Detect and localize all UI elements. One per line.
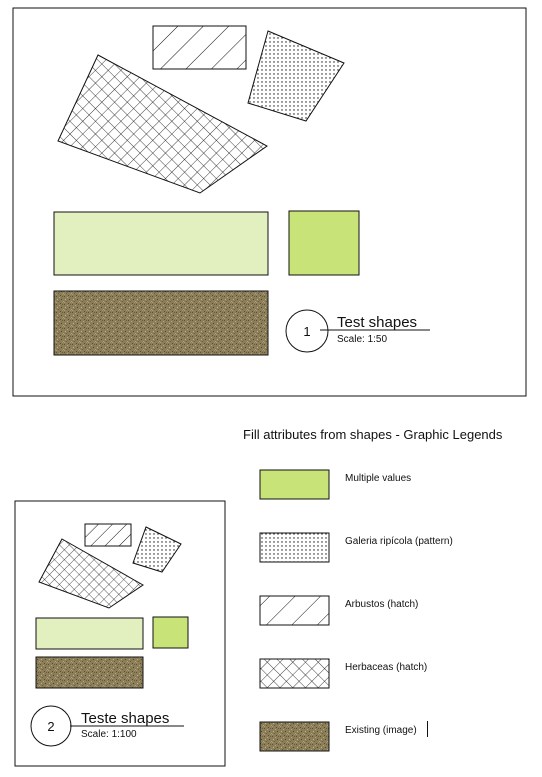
viewport-2-title: Teste shapes bbox=[81, 710, 170, 727]
legend-swatch-arbustos bbox=[260, 596, 329, 625]
legend-title: Fill attributes from shapes - Graphic Legends bbox=[243, 427, 503, 442]
small-green-square bbox=[153, 617, 188, 648]
text-cursor bbox=[427, 721, 428, 737]
legend-label-arbustos: Arbustos (hatch) bbox=[345, 599, 419, 610]
legend-swatch-herbaceas bbox=[260, 659, 329, 688]
viewport-1-title: Test shapes bbox=[337, 314, 418, 331]
small-cross-hatch-quad bbox=[39, 539, 143, 608]
small-hatch-rectangle bbox=[85, 524, 131, 546]
green-square bbox=[289, 211, 359, 275]
legend-swatch-existing bbox=[260, 722, 329, 751]
legend-label-herbaceas: Herbaceas (hatch) bbox=[345, 662, 428, 673]
small-light-green-rectangle bbox=[36, 618, 143, 649]
dot-pattern-quad bbox=[248, 31, 344, 121]
cross-hatch-quad bbox=[58, 55, 267, 193]
legend-label-existing: Existing (image) bbox=[345, 725, 417, 736]
legend-label-multiple-values: Multiple values bbox=[345, 473, 412, 484]
small-gravel-rectangle bbox=[36, 657, 143, 688]
gravel-rectangle bbox=[54, 291, 268, 355]
viewport-2-scale: Scale: 1:100 bbox=[81, 729, 137, 740]
legend-swatch-multiple-values bbox=[260, 470, 329, 499]
legend-swatch-galeria bbox=[260, 533, 329, 562]
viewport-1-scale: Scale: 1:50 bbox=[337, 334, 388, 345]
legend-label-galeria: Galeria ripícola (pattern) bbox=[345, 536, 453, 547]
hatch-rectangle bbox=[153, 26, 246, 69]
small-dot-pattern-quad bbox=[133, 527, 181, 572]
viewport-2-callout-number: 2 bbox=[47, 719, 55, 734]
viewport-1-callout-number: 1 bbox=[303, 324, 311, 339]
light-green-rectangle bbox=[54, 212, 268, 275]
